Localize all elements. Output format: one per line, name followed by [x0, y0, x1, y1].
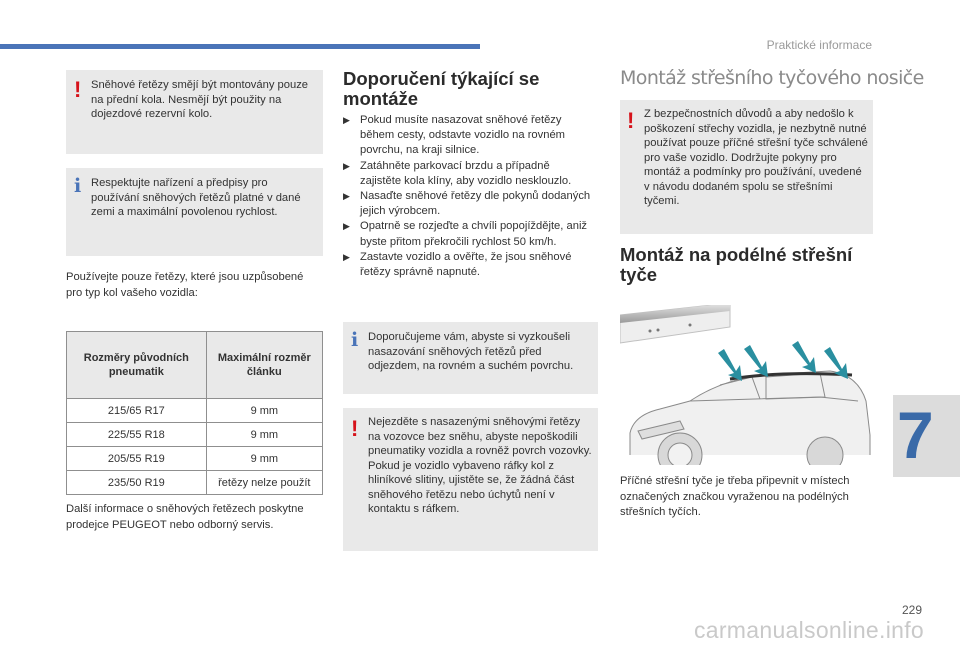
info-text: Doporučujeme vám, abyste si vyzkoušeli nasazování sněhových řetězů před odjezdem, na rovném a suchém povrchu. — [368, 331, 574, 372]
roof-bar-caption: Příčné střešní tyče je třeba připevnit v místech označených značkou vyraženou na podélných střešních tyčích. — [620, 475, 850, 518]
table-cell: 9 mm — [206, 423, 322, 447]
list-item — [343, 113, 593, 159]
list-item-text: Opatrně se rozjeďte a chvíli popojíždějte, aniž byste přitom překročili rychlost 50 km/h. — [360, 220, 588, 248]
tire-size-table — [66, 331, 323, 495]
watermark: carmanualsonline.info — [693, 617, 924, 643]
info-text: Respektujte nařízení a předpisy pro používání sněhových řetězů platné v dané zemi a maximální povolenou rychlost. — [91, 177, 301, 218]
table-cell: 215/65 R17 — [67, 399, 207, 423]
triangle-bullet-icon: ▶ — [343, 160, 350, 171]
list-item-text: Zastavte vozidlo a ověřte, že jsou sněhové řetězy správně napnuté. — [360, 250, 572, 279]
longitudinal-bars-title: Montáž na podélné střešní tyče — [620, 244, 853, 285]
info-box-regulations — [66, 168, 323, 256]
info-icon: i — [351, 329, 359, 351]
table-cell: 225/55 R18 — [67, 423, 207, 447]
table-row — [67, 447, 323, 471]
list-item — [343, 250, 593, 280]
warning-box-no-snow — [343, 408, 598, 551]
table-row — [67, 399, 323, 423]
table-header-cell: Maximální rozměr článku — [206, 332, 322, 399]
list-item-text: Nasaďte sněhové řetězy dle pokynů dodaných jejich výrobcem. — [360, 190, 591, 218]
warning-text: Nejezděte s nasazenými sněhovými řetězy na vozovce bez sněhu, abyste nepoškodili pneumatiky vozidla a rovněž povrch vozovky. Pokud je vozidlo vybaveno ráfky kol z hliníkové slitiny, ujistěte se, že žádná část sněhového řetězu nebo úchytů není v kontaktu s ráfkem. — [368, 416, 592, 515]
list-item — [343, 219, 593, 249]
header-accent-bar — [0, 44, 480, 49]
triangle-bullet-icon: ▶ — [343, 251, 350, 262]
chapter-number: 7 — [897, 398, 934, 472]
triangle-bullet-icon: ▶ — [343, 115, 350, 125]
warning-box-roof-bars — [620, 100, 873, 234]
exclamation-icon: ! — [74, 77, 82, 102]
page-number: 229 — [901, 603, 922, 617]
list-item — [343, 159, 593, 189]
section-title: Praktické informace — [766, 38, 872, 52]
roof-rail-detail — [620, 305, 730, 343]
table-cell: 205/55 R19 — [67, 447, 207, 471]
chapter-tab — [893, 395, 960, 477]
exclamation-icon: ! — [351, 416, 359, 441]
table-row — [67, 471, 323, 495]
list-item-text: Zatáhněte parkovací brzdu a případně zajistěte kola klíny, aby vozidlo nesklouzlo. — [360, 159, 572, 187]
table-header-row — [67, 332, 323, 399]
table-row — [67, 423, 323, 447]
car-outline — [630, 371, 870, 465]
triangle-bullet-icon: ▶ — [343, 191, 350, 202]
roof-rail-illustration — [620, 305, 873, 465]
exclamation-icon: ! — [627, 108, 635, 133]
list-item-text: Pokud musíte nasazovat sněhové řetězy během cesty, odstavte vozidlo na rovném povrchu, na kraji silnice. — [360, 114, 566, 157]
more-info-text: Další informace o sněhových řetězech poskytne prodejce PEUGEOT nebo odborný servis. — [66, 503, 304, 531]
table-cell: 9 mm — [206, 447, 322, 471]
warning-text: Z bezpečnostních důvodů a aby nedošlo k poškození střechy vozidla, je nezbytně nutné používat pouze příčné střešní tyče schválené pro vaše vozidlo. Dodržujte pokyny pro montáž a podmínky pro používání, uvedené v návodu dodaném spolu se střešními tyčemi. — [644, 108, 868, 207]
list-item — [343, 189, 593, 219]
table-cell: řetězy nelze použít — [206, 471, 322, 495]
warning-box-front-wheels — [66, 70, 323, 154]
table-cell: 235/50 R19 — [67, 471, 207, 495]
table-cell: 9 mm — [206, 399, 322, 423]
mounting-recommendations-title: Doporučení týkající se montáže — [343, 68, 540, 109]
tire-intro-text: Používejte pouze řetězy, které jsou uzpůsobené pro typ kol vašeho vozidla: — [66, 271, 304, 299]
info-box-practice — [343, 322, 598, 394]
roof-rack-title: Montáž střešního tyčového nosiče — [620, 67, 924, 89]
info-icon: i — [74, 175, 82, 197]
mounting-steps-list — [343, 113, 593, 280]
table-header-cell: Rozměry původních pneumatik — [67, 332, 207, 399]
warning-text: Sněhové řetězy smějí být montovány pouze na přední kola. Nesmějí být použity na dojezdové rezervní kolo. — [91, 79, 309, 120]
triangle-bullet-icon: ▶ — [343, 221, 350, 232]
